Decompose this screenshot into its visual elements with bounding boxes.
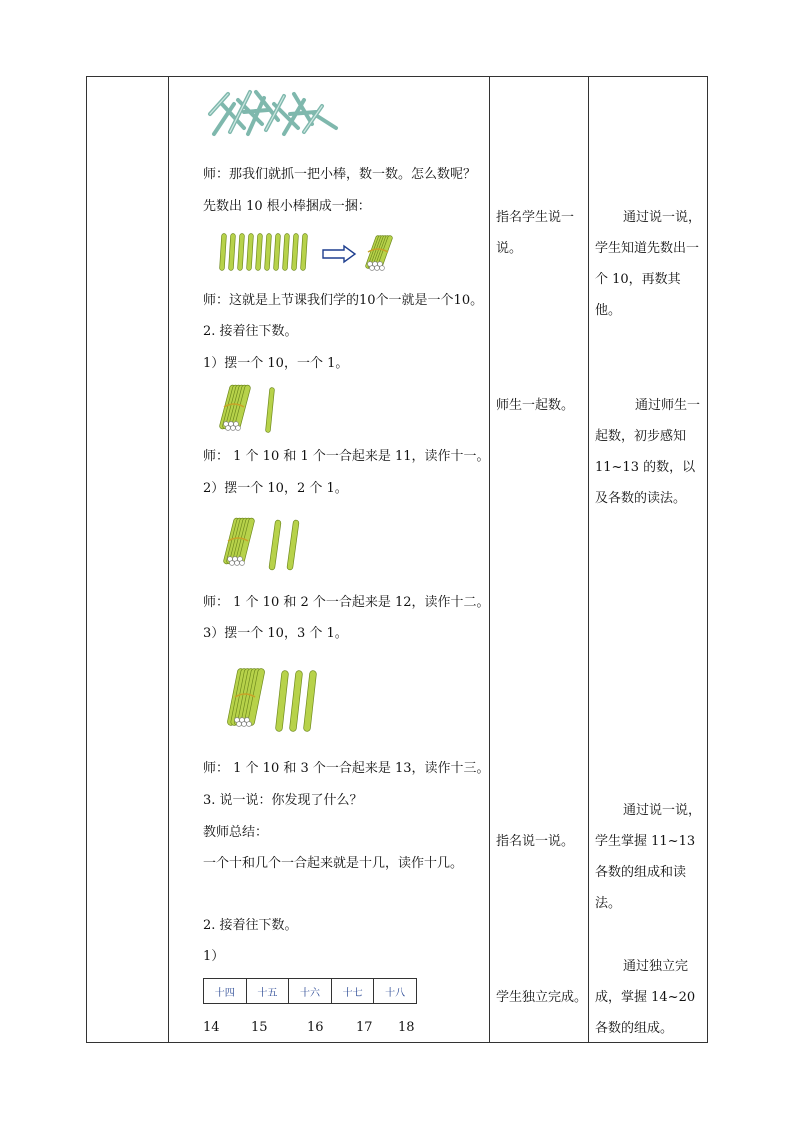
bundle-plus-one-image — [218, 384, 288, 436]
teacher-twelve: 师： 1 个 10 和 2 个一合起来是 12，读作十二。 — [203, 595, 490, 610]
bundle-of-ten-image — [364, 232, 394, 272]
step-heading: 2. 接着往下数。 — [203, 324, 298, 339]
step-3: 3）摆一个 10，3 个 1。 — [203, 626, 348, 641]
number-label: 14 — [203, 1020, 220, 1035]
bundle-plus-two-image — [220, 517, 310, 573]
number-card: 十六 — [289, 979, 332, 1003]
number-label: 18 — [398, 1020, 415, 1035]
ten-sticks-image — [218, 232, 318, 272]
teacher-recap: 师：这就是上节课我们学的10个一就是一个10。 — [203, 293, 484, 308]
number-card: 十七 — [332, 979, 375, 1003]
activity-b: 师生一起数。 — [496, 398, 575, 413]
number-card: 十四 — [204, 979, 247, 1003]
talk-prompt: 3. 说一说：你发现了什么？ — [203, 793, 363, 808]
number-label: 17 — [356, 1020, 373, 1035]
teacher-summary-label: 教师总结： — [203, 825, 269, 840]
teacher-thirteen: 师： 1 个 10 和 3 个一合起来是 13，读作十三。 — [203, 761, 490, 776]
number-card: 十五 — [247, 979, 290, 1003]
number-card: 十八 — [385, 987, 406, 999]
activity-c: 指名说一说。 — [496, 834, 575, 849]
number-label: 15 — [251, 1020, 268, 1035]
bundle-plus-three-image — [225, 666, 325, 736]
teacher-eleven: 师： 1 个 10 和 1 个一合起来是 11，读作十一。 — [203, 449, 490, 464]
intent-d: 通过独立完成，掌握 14~20 各数的组成。 — [595, 959, 696, 1036]
activity-d: 学生独立完成。 — [496, 990, 588, 1005]
count-instruction: 先数出 10 根小棒捆成一捆： — [203, 199, 371, 214]
number-label: 16 — [307, 1020, 324, 1035]
step-heading-2: 2. 接着往下数。 — [203, 918, 298, 933]
step-2: 2）摆一个 10，2 个 1。 — [203, 481, 348, 496]
sub-step-1: 1） — [203, 949, 225, 964]
intent-b: 通过师生一起数，初步感知 11~13 的数，以及各数的读法。 — [595, 398, 701, 506]
teacher-question: 师：那我们就抓一把小棒，数一数。怎么数呢？ — [203, 167, 477, 182]
number-cards — [203, 978, 417, 1004]
teacher-summary: 一个十和几个一合起来就是十几，读作十几。 — [203, 856, 464, 871]
intent-c: 通过说一说，学生掌握 11~13 各数的组成和读法。 — [595, 803, 702, 911]
step-1: 1）摆一个 10，一个 1。 — [203, 356, 349, 371]
right-arrow-icon — [322, 246, 356, 262]
scattered-sticks-image — [204, 84, 344, 144]
intent-a: 通过说一说，学生知道先数出一个 10，再数其他。 — [595, 210, 702, 318]
activity-a: 指名学生说一说。 — [496, 210, 575, 256]
